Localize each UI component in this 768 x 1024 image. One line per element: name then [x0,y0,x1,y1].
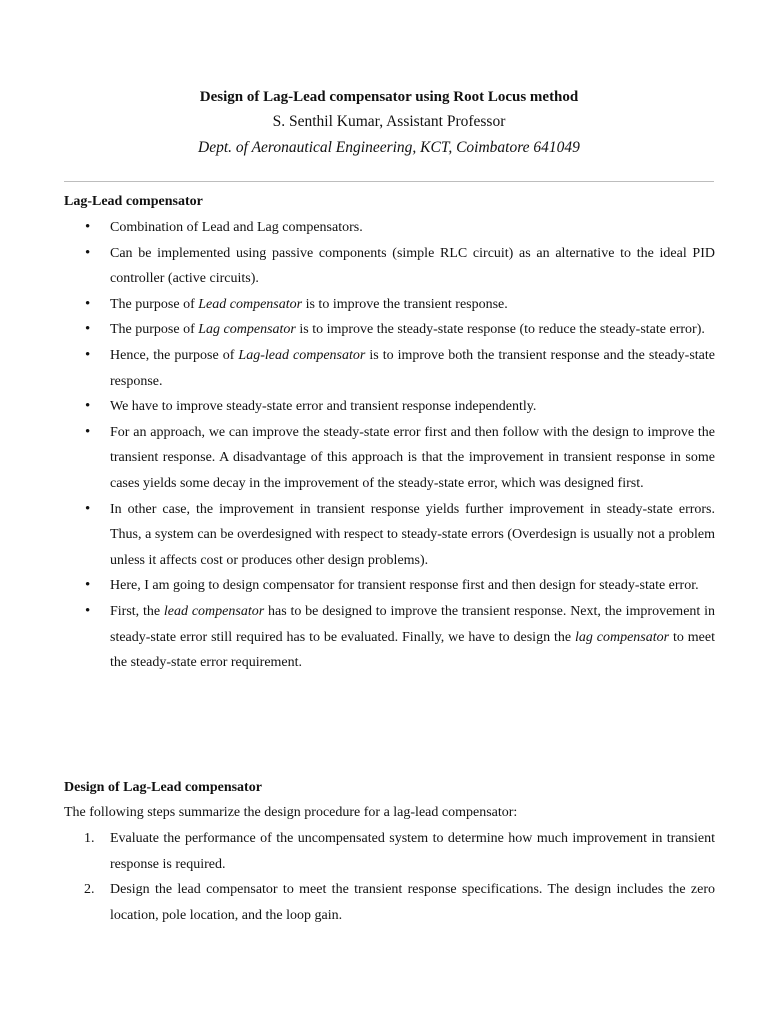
list-item: • The purpose of Lag compensator is to improve the steady-state response (to reduce the steady-state error). [64,317,715,343]
list-item: • Here, I am going to design compensator for transient response first and then design for steady-state error. [64,573,715,599]
author-line: S. Senthil Kumar, Assistant Professor [272,113,506,130]
list-item: • Can be implemented using passive components (simple RLC circuit) as an alternative to the ideal PID controller (active circuits). [64,241,715,292]
list-item: • In other case, the improvement in transient response yields further improvement in steady-state errors. Thus, a system can be overdesigned with respect to steady-state errors (Overdesign is usually not a problem unless it affects cost or produces other design problems). [64,497,715,574]
department-line: Dept. of Aeronautical Engineering, KCT, Coimbatore 641049 [198,139,580,156]
list-item: • For an approach, we can improve the steady-state error first and then follow with the design to improve the transient response. A disadvantage of this approach is that the improvement in transient response in some cases yields some decay in the improvement of the steady-state error, which was designed first. [64,420,715,497]
numbered-list [64,826,715,928]
title-block [0,86,768,161]
section-design [64,778,715,928]
horizontal-divider [64,181,714,182]
list-item: • Combination of Lead and Lag compensators. [64,215,715,241]
document-title: Design of Lag-Lead compensator using Root Locus method [199,89,579,105]
list-item: • The purpose of Lead compensator is to improve the transient response. [64,292,715,318]
list-item: • We have to improve steady-state error and transient response independently. [64,394,715,420]
section-intro: The following steps summarize the design procedure for a lag-lead compensator: [64,805,518,820]
section-lag-lead [64,192,715,676]
list-item: 2. Design the lead compensator to meet the transient response specifications. The design includes the zero location, pole location, and the loop gain. [84,882,715,923]
bullet-list [64,215,715,676]
section-heading: Lag-Lead compensator [64,194,203,209]
section-heading: Design of Lag-Lead compensator [64,780,262,795]
list-item: • Hence, the purpose of Lag-lead compensator is to improve both the transient response and the steady-state response. [64,343,715,394]
list-item: • First, the lead compensator has to be designed to improve the transient response. Next, the improvement in steady-state error still required has to be evaluated. Finally, we have to design the lag compensator to meet the steady-state error requirement. [64,599,715,676]
list-item: 1. Evaluate the performance of the uncompensated system to determine how much improvement in transient response is required. [84,831,715,872]
